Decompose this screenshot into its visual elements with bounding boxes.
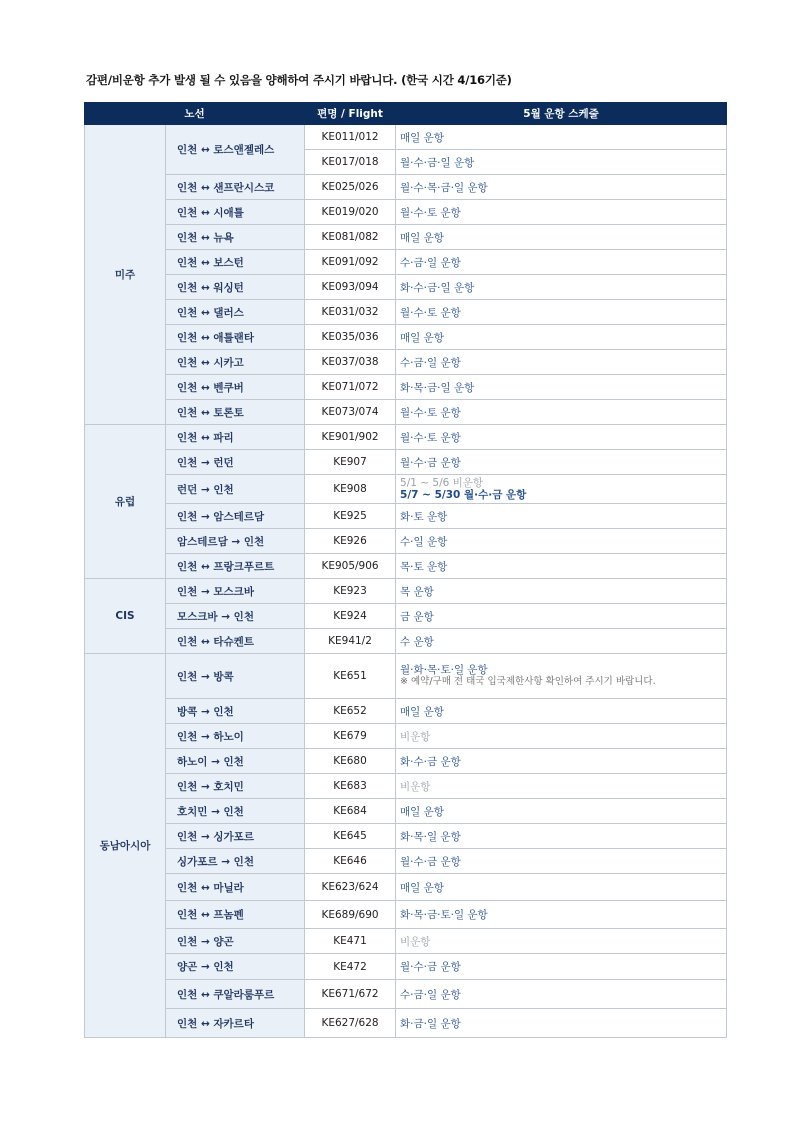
schedule-cell: 월·수·금 운항 xyxy=(396,954,727,980)
table-row xyxy=(85,901,727,929)
route-cell: 인천 ↔ 토론토 xyxy=(166,400,305,425)
table-row xyxy=(85,250,727,275)
schedule-cell: 화·토 운항 xyxy=(396,504,727,529)
table-row xyxy=(85,504,727,529)
table-row xyxy=(85,604,727,629)
schedule-cell: 금 운항 xyxy=(396,604,727,629)
table-row xyxy=(85,774,727,799)
schedule-cell: 월·수·토 운항 xyxy=(396,300,727,325)
flight-cell: KE925 xyxy=(305,504,396,529)
route-cell: 인천 → 양곤 xyxy=(166,929,305,954)
route-cell: 인천 ↔ 샌프란시스코 xyxy=(166,175,305,200)
table-row xyxy=(85,824,727,849)
flight-cell: KE923 xyxy=(305,579,396,604)
region-cis: CIS xyxy=(85,579,166,654)
schedule-cell: 화·수·금·일 운항 xyxy=(396,275,727,300)
flight-cell: KE908 xyxy=(305,475,396,504)
table-row xyxy=(85,175,727,200)
table-row xyxy=(85,425,727,450)
schedule-cell xyxy=(396,654,727,699)
header-route: 노선 xyxy=(85,103,305,125)
flight-cell: KE037/038 xyxy=(305,350,396,375)
schedule-line-suspended: 5/1 ~ 5/6 비운항 xyxy=(400,476,484,489)
schedule-cell: 화·목·일 운항 xyxy=(396,824,727,849)
flight-cell: KE926 xyxy=(305,529,396,554)
flight-cell: KE093/094 xyxy=(305,275,396,300)
route-cell: 인천 ↔ 로스앤젤레스 xyxy=(166,125,305,175)
route-cell: 인천 → 방콕 xyxy=(166,654,305,699)
table-row xyxy=(85,200,727,225)
region-southeast-asia: 동남아시아 xyxy=(85,654,166,1038)
table-row xyxy=(85,629,727,654)
flight-cell: KE907 xyxy=(305,450,396,475)
route-cell: 인천 ↔ 시카고 xyxy=(166,350,305,375)
schedule-cell: 월·수·금 운항 xyxy=(396,849,727,874)
route-cell: 모스크바 → 인천 xyxy=(166,604,305,629)
flight-cell: KE073/074 xyxy=(305,400,396,425)
table-row xyxy=(85,654,727,699)
table-row xyxy=(85,554,727,579)
schedule-cell: 수 운항 xyxy=(396,629,727,654)
route-cell: 인천 → 런던 xyxy=(166,450,305,475)
flight-cell: KE901/902 xyxy=(305,425,396,450)
table-row xyxy=(85,125,727,150)
table-row xyxy=(85,400,727,425)
flight-cell: KE035/036 xyxy=(305,325,396,350)
flight-cell: KE081/082 xyxy=(305,225,396,250)
flight-cell: KE679 xyxy=(305,724,396,749)
notice-text: 감편/비운항 추가 발생 될 수 있음을 양해하여 주시기 바랍니다. (한국 시간 4/16기준) xyxy=(86,73,512,87)
table-header-row xyxy=(85,103,727,125)
table-row xyxy=(85,724,727,749)
schedule-cell: 비운항 xyxy=(396,724,727,749)
schedule-line-active: 5/7 ~ 5/30 월·수·금 운항 xyxy=(400,488,527,501)
schedule-cell: 화·목·금·토·일 운항 xyxy=(396,901,727,929)
route-cell: 인천 ↔ 시애틀 xyxy=(166,200,305,225)
route-cell: 인천 → 호치민 xyxy=(166,774,305,799)
route-cell: 인천 ↔ 쿠알라룸푸르 xyxy=(166,980,305,1009)
flight-cell: KE646 xyxy=(305,849,396,874)
table-row xyxy=(85,749,727,774)
table-row xyxy=(85,954,727,980)
route-cell: 방콕 → 인천 xyxy=(166,699,305,724)
schedule-cell: 월·수·목·금·일 운항 xyxy=(396,175,727,200)
schedule-cell: 수·금·일 운항 xyxy=(396,350,727,375)
schedule-cell: 월·수·금 운항 xyxy=(396,450,727,475)
route-cell: 인천 ↔ 애틀랜타 xyxy=(166,325,305,350)
flight-cell: KE025/026 xyxy=(305,175,396,200)
flight-cell: KE924 xyxy=(305,604,396,629)
route-cell: 인천 → 하노이 xyxy=(166,724,305,749)
route-cell: 인천 → 모스크바 xyxy=(166,579,305,604)
flight-schedule-table xyxy=(84,102,727,1038)
table-row xyxy=(85,450,727,475)
table-row xyxy=(85,849,727,874)
route-cell: 인천 ↔ 벤쿠버 xyxy=(166,375,305,400)
table-row xyxy=(85,375,727,400)
table-row xyxy=(85,529,727,554)
schedule-cell xyxy=(396,475,727,504)
schedule-cell: 화·목·금·일 운항 xyxy=(396,375,727,400)
header-schedule: 5월 운항 스케줄 xyxy=(396,103,727,125)
table-row xyxy=(85,225,727,250)
flight-cell: KE011/012 xyxy=(305,125,396,150)
flight-cell: KE031/032 xyxy=(305,300,396,325)
schedule-cell: 월·수·토 운항 xyxy=(396,400,727,425)
flight-cell: KE905/906 xyxy=(305,554,396,579)
route-cell: 인천 ↔ 워싱턴 xyxy=(166,275,305,300)
route-cell: 암스테르담 → 인천 xyxy=(166,529,305,554)
schedule-cell: 매일 운항 xyxy=(396,699,727,724)
schedule-note: ※ 예약/구매 전 태국 입국제한사항 확인하여 주시기 바랍니다. xyxy=(400,675,656,687)
schedule-cell: 매일 운항 xyxy=(396,874,727,901)
table-row xyxy=(85,799,727,824)
route-cell: 양곤 → 인천 xyxy=(166,954,305,980)
header-flight: 편명 / Flight xyxy=(305,103,396,125)
flight-cell: KE652 xyxy=(305,699,396,724)
flight-cell: KE651 xyxy=(305,654,396,699)
route-cell: 인천 ↔ 뉴욕 xyxy=(166,225,305,250)
schedule-cell: 비운항 xyxy=(396,929,727,954)
table-row xyxy=(85,929,727,954)
schedule-cell: 수·금·일 운항 xyxy=(396,980,727,1009)
flight-cell: KE671/672 xyxy=(305,980,396,1009)
route-cell: 인천 ↔ 보스턴 xyxy=(166,250,305,275)
table-row xyxy=(85,350,727,375)
flight-cell: KE683 xyxy=(305,774,396,799)
table-row xyxy=(85,579,727,604)
schedule-cell: 비운항 xyxy=(396,774,727,799)
table-row xyxy=(85,325,727,350)
flight-cell: KE680 xyxy=(305,749,396,774)
table-row xyxy=(85,300,727,325)
flight-cell: KE017/018 xyxy=(305,150,396,175)
flight-cell: KE071/072 xyxy=(305,375,396,400)
schedule-cell: 월·수·금·일 운항 xyxy=(396,150,727,175)
route-cell: 싱가포르 → 인천 xyxy=(166,849,305,874)
schedule-cell: 월·수·토 운항 xyxy=(396,200,727,225)
table-row xyxy=(85,699,727,724)
schedule-cell: 월·수·토 운항 xyxy=(396,425,727,450)
route-cell: 호치민 → 인천 xyxy=(166,799,305,824)
route-cell: 인천 ↔ 마닐라 xyxy=(166,874,305,901)
flight-cell: KE472 xyxy=(305,954,396,980)
flight-cell: KE684 xyxy=(305,799,396,824)
flight-cell: KE627/628 xyxy=(305,1009,396,1038)
schedule-cell: 매일 운항 xyxy=(396,799,727,824)
schedule-cell: 매일 운항 xyxy=(396,225,727,250)
table-row xyxy=(85,874,727,901)
route-cell: 인천 → 싱가포르 xyxy=(166,824,305,849)
flight-cell: KE689/690 xyxy=(305,901,396,929)
schedule-line-days: 월·화·목·토·일 운항 xyxy=(400,663,488,676)
route-cell: 인천 ↔ 파리 xyxy=(166,425,305,450)
schedule-cell: 수·일 운항 xyxy=(396,529,727,554)
flight-cell: KE941/2 xyxy=(305,629,396,654)
route-cell: 런던 → 인천 xyxy=(166,475,305,504)
route-cell: 인천 ↔ 타슈켄트 xyxy=(166,629,305,654)
schedule-cell: 매일 운항 xyxy=(396,125,727,150)
flight-cell: KE645 xyxy=(305,824,396,849)
flight-cell: KE471 xyxy=(305,929,396,954)
flight-cell: KE091/092 xyxy=(305,250,396,275)
schedule-cell: 화·금·일 운항 xyxy=(396,1009,727,1038)
route-cell: 하노이 → 인천 xyxy=(166,749,305,774)
route-cell: 인천 ↔ 댈러스 xyxy=(166,300,305,325)
schedule-cell: 화·수·금 운항 xyxy=(396,749,727,774)
schedule-cell: 목 운항 xyxy=(396,579,727,604)
route-cell: 인천 ↔ 프랑크푸르트 xyxy=(166,554,305,579)
schedule-cell: 매일 운항 xyxy=(396,325,727,350)
flight-cell: KE623/624 xyxy=(305,874,396,901)
route-cell: 인천 ↔ 자카르타 xyxy=(166,1009,305,1038)
table-row xyxy=(85,275,727,300)
route-cell: 인천 ↔ 프놈펜 xyxy=(166,901,305,929)
schedule-cell: 목·토 운항 xyxy=(396,554,727,579)
table-row xyxy=(85,475,727,504)
table-row xyxy=(85,980,727,1009)
region-americas: 미주 xyxy=(85,125,166,425)
schedule-cell: 수·금·일 운항 xyxy=(396,250,727,275)
flight-cell: KE019/020 xyxy=(305,200,396,225)
region-europe: 유럽 xyxy=(85,425,166,579)
route-cell: 인천 → 암스테르담 xyxy=(166,504,305,529)
table-row xyxy=(85,1009,727,1038)
